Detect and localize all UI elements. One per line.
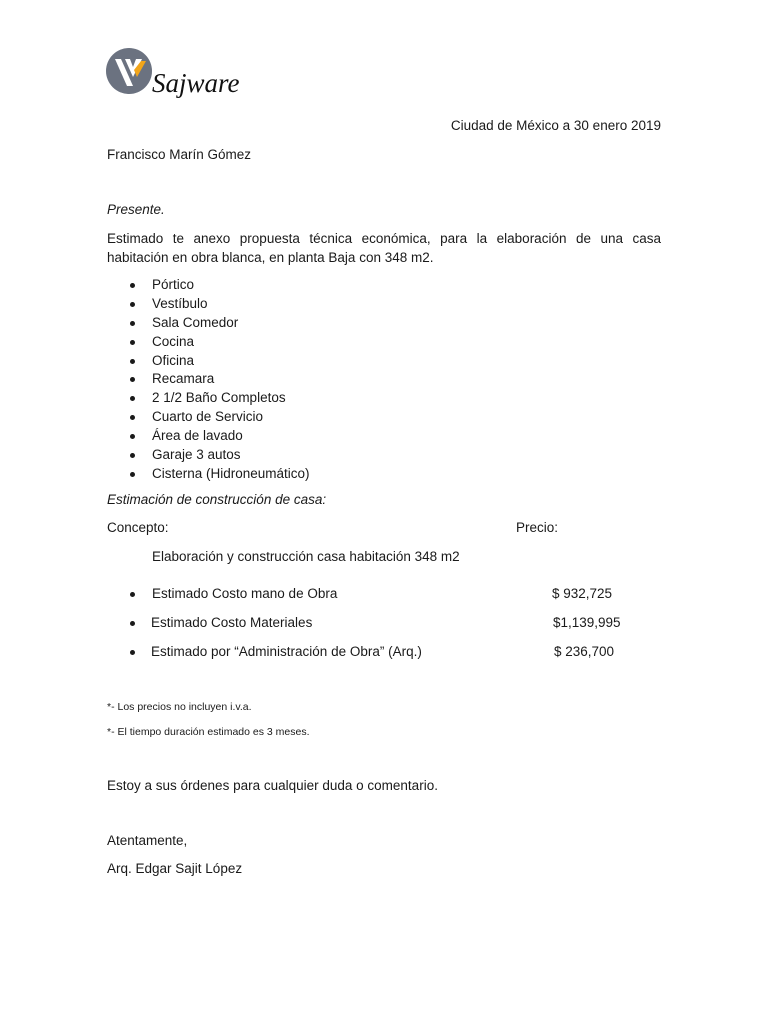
note-duration: *- El tiempo duración estimado es 3 meses. [107,726,310,738]
estimate-subtitle: Elaboración y construcción casa habitación 348 m2 [152,549,460,564]
cost-label: Estimado Costo mano de Obra [152,586,338,601]
farewell: Atentamente, [107,833,188,848]
recipient-name: Francisco Marín Gómez [107,147,252,162]
salutation: Presente. [107,202,165,217]
concept-header: Concepto: [107,520,169,535]
list-item: Garaje 3 autos [107,446,310,465]
rooms-list [107,276,310,484]
sajware-logo-icon [106,46,152,96]
list-item: Área de lavado [107,427,310,446]
list-item: Recamara [107,370,310,389]
note-iva: *- Los precios no incluyen i.v.a. [107,701,252,713]
list-item: Cisterna (Hidroneumático) [107,465,310,484]
intro-paragraph: Estimado te anexo propuesta técnica económica, para la elaboración de una casa habitación en obra blanca, en planta Baja con 348 m2. [107,231,661,265]
bullet-icon [130,621,135,626]
cost-row [107,643,667,661]
company-logo [106,46,266,102]
list-item: Vestíbulo [107,295,310,314]
closing-line: Estoy a sus órdenes para cualquier duda o comentario. [107,778,438,793]
list-item: 2 1/2 Baño Completos [107,389,310,408]
cost-price: $ 932,725 [552,586,613,601]
list-item: Oficina [107,352,310,371]
bullet-icon [130,592,135,597]
bullet-icon [130,650,135,655]
list-item: Cocina [107,333,310,352]
signature-name: Arq. Edgar Sajit López [107,861,243,876]
cost-label: Estimado Costo Materiales [151,615,313,630]
estimate-heading: Estimación de construcción de casa: [107,492,327,507]
list-item: Pórtico [107,276,310,295]
price-header: Precio: [516,520,559,535]
cost-row [107,585,667,603]
brand-name: Sajware [152,68,240,98]
cost-price: $ 236,700 [554,644,615,659]
cost-row [107,614,667,632]
cost-label: Estimado por “Administración de Obra” (Arq.) [151,644,422,659]
letter-date: Ciudad de México a 30 enero 2019 [450,118,661,133]
list-item: Cuarto de Servicio [107,408,310,427]
cost-price: $1,139,995 [553,615,621,630]
list-item: Sala Comedor [107,314,310,333]
